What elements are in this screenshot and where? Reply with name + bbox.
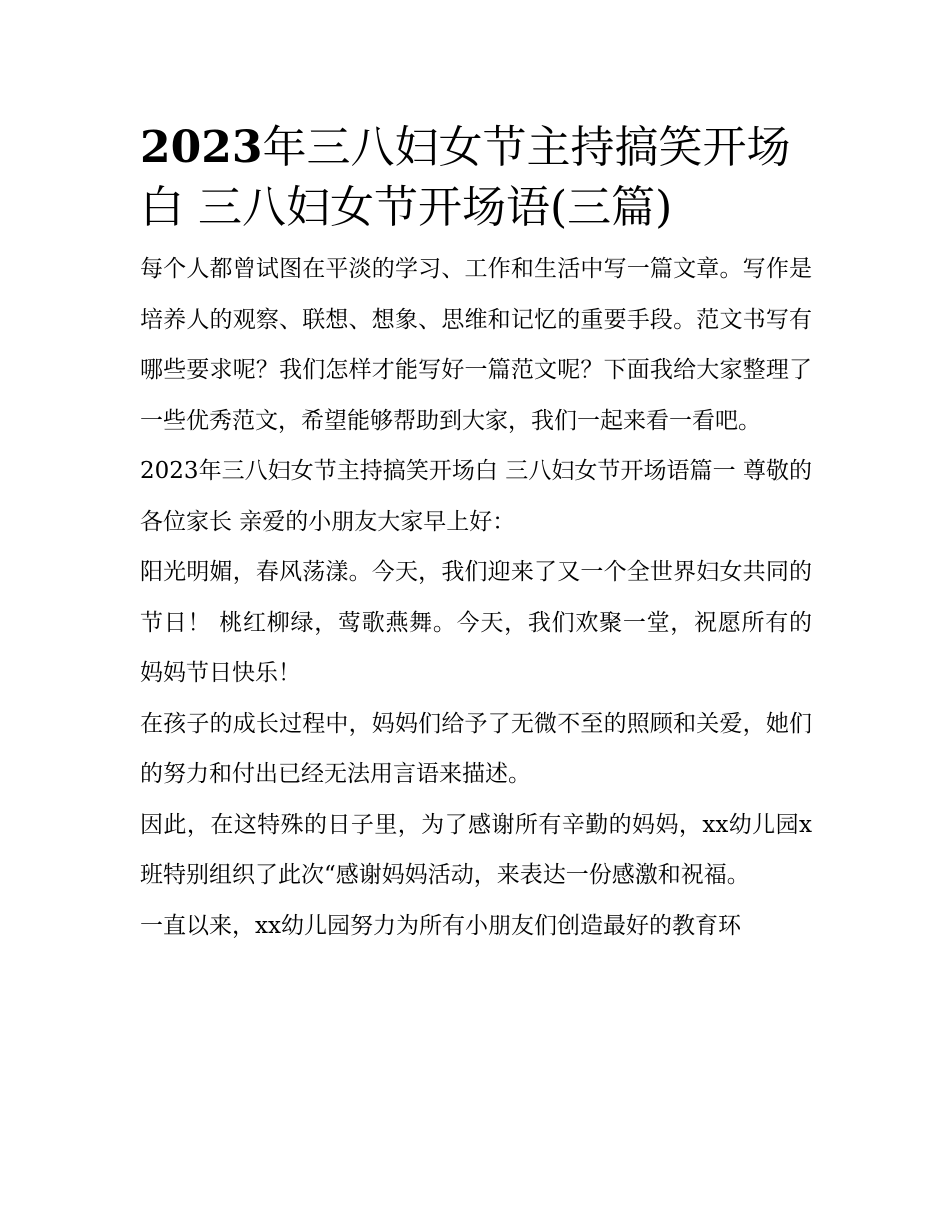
paragraph-growth: 在孩子的成长过程中，妈妈们给予了无微不至的照顾和关爱，她们的努力和付出已经无法用言语来描述。 <box>140 710 812 787</box>
paragraph-intro: 每个人都曾试图在平淡的学习、工作和生活中写一篇文章。写作是培养人的观察、联想、想象、思维和记忆的重要手段。范文书写有哪些要求呢？我们怎样才能写好一篇范文呢？下面我给大家整理了一些优秀范文，希望能够帮助到大家，我们一起来看一看吧。 <box>140 256 812 434</box>
title-text: 年三八妇女节主持搞笑开场白 三八妇女节开场语(三篇) <box>140 122 791 233</box>
paragraph-activity: 因此，在这特殊的日子里，为了感谢所有辛勤的妈妈，xx幼儿园x班特别组织了此次“感谢妈妈活动，来表达一份感激和祝福。 <box>140 811 812 888</box>
title-year: 2023 <box>140 122 263 173</box>
document-page <box>140 118 812 951</box>
paragraph-heading-part-one: 2023年三八妇女节主持搞笑开场白 三八妇女节开场语篇一 尊敬的各位家长 亲爱的小朋友大家早上好： <box>140 458 812 535</box>
paragraph-spring: 阳光明媚，春风荡漾。今天，我们迎来了又一个全世界妇女共同的节日！ 桃红柳绿，莺歌燕舞。今天，我们欢聚一堂，祝愿所有的妈妈节日快乐！ <box>140 559 812 686</box>
document-title <box>140 118 812 238</box>
paragraph-kindergarten: 一直以来，xx幼儿园努力为所有小朋友们创造最好的教育环 <box>140 912 741 939</box>
